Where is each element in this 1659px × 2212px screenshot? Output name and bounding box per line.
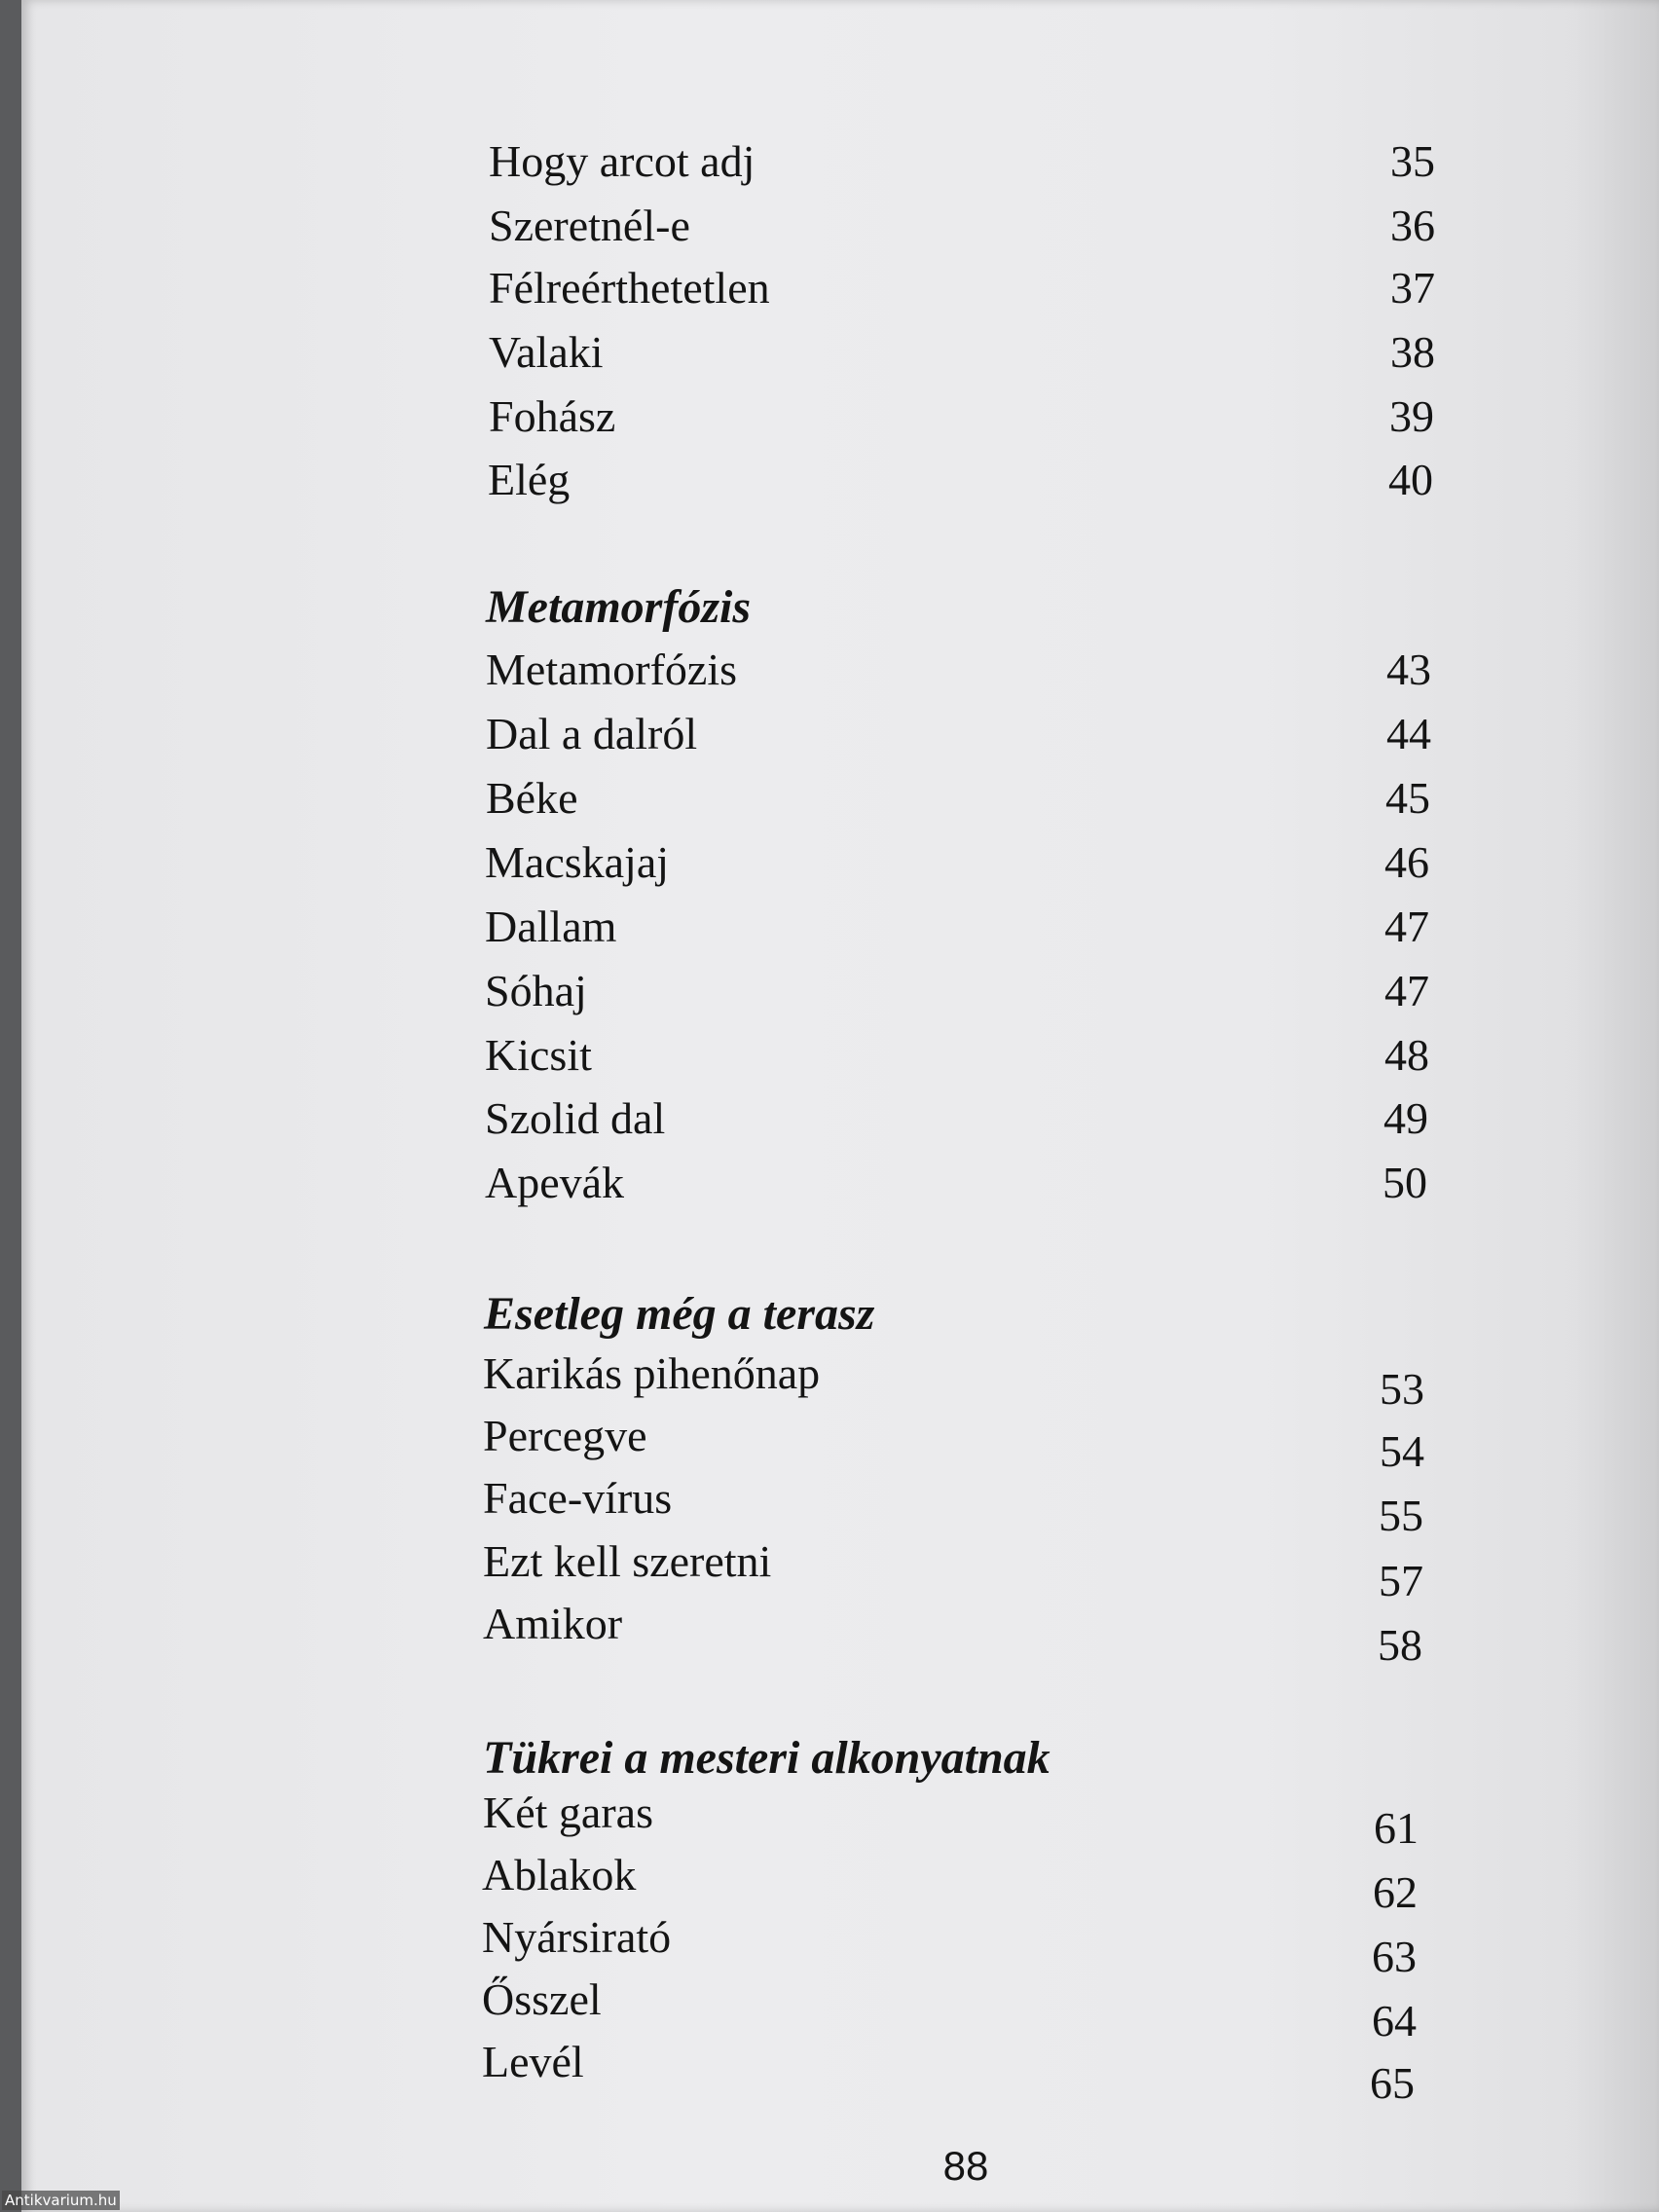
- toc-entry-page: 58: [1378, 1620, 1422, 1670]
- toc-entry: [485, 898, 1429, 956]
- toc-entry-page: 46: [1384, 837, 1429, 887]
- section-heading: Esetleg még a terasz: [484, 1288, 875, 1340]
- toc-entry-title: Dal a dalról: [486, 709, 698, 758]
- toc-entry-title: Két garas: [483, 1788, 653, 1837]
- toc-entry-title: Face-vírus: [483, 1473, 673, 1523]
- toc-entry: [482, 2033, 1415, 2108]
- toc-entry-title: Ősszel: [482, 1974, 602, 2024]
- toc-entry-title: Ablakok: [482, 1850, 637, 1899]
- toc-entry-page: 37: [1390, 263, 1435, 313]
- section-heading: Metamorfózis: [486, 581, 752, 633]
- toc-entry-page: 47: [1384, 902, 1429, 951]
- toc-entry: [485, 1154, 1427, 1212]
- toc-entry-page: 47: [1384, 966, 1429, 1015]
- toc-entry-page: 55: [1379, 1491, 1423, 1540]
- toc-entry: [485, 962, 1429, 1020]
- toc-entry: [485, 1026, 1429, 1085]
- toc-entry-page: 57: [1379, 1556, 1423, 1605]
- toc-entry-page: 38: [1390, 327, 1435, 377]
- section-heading: Tükrei a mesteri alkonyatnak: [483, 1732, 1051, 1784]
- toc-entry-page: 61: [1374, 1803, 1419, 1853]
- toc-entry-page: 45: [1385, 773, 1430, 823]
- toc-entry: [489, 387, 1434, 446]
- toc-entry: [486, 705, 1431, 763]
- toc-entry: [483, 1595, 1422, 1670]
- page-number: 88: [942, 2143, 989, 2189]
- toc-entry-page: 65: [1370, 2058, 1415, 2108]
- toc-entry-title: Elég: [488, 455, 571, 504]
- toc-entry: [486, 641, 1431, 699]
- toc-entry-title: Percegve: [483, 1411, 647, 1460]
- toc-entry: [482, 1846, 1418, 1917]
- toc-entry-page: 63: [1372, 1932, 1417, 1981]
- toc-entry-page: 62: [1373, 1867, 1418, 1917]
- toc-entry-title: Nyársirató: [482, 1912, 672, 1962]
- toc-entry-page: 64: [1372, 1996, 1417, 2046]
- toc-entry: [482, 1908, 1417, 1981]
- toc-entry: [485, 833, 1429, 892]
- toc-entry-title: Szolid dal: [485, 1093, 666, 1143]
- toc-entry: [489, 132, 1435, 191]
- toc-entry: [483, 1407, 1424, 1476]
- toc-entry-title: Levél: [482, 2037, 584, 2086]
- toc-entry-title: Apevák: [485, 1158, 625, 1207]
- toc-entry-page: 43: [1386, 645, 1431, 694]
- toc-entry-title: Sóhaj: [485, 966, 587, 1015]
- toc-entry: [489, 323, 1435, 382]
- book-page: [21, 0, 1659, 2212]
- toc-entry-title: Kicsit: [485, 1030, 592, 1080]
- toc-entry: [483, 1532, 1423, 1605]
- toc-entry-title: Hogy arcot adj: [489, 136, 756, 186]
- table-of-contents: [21, 0, 1659, 2212]
- toc-entry-title: Ezt kell szeretni: [483, 1536, 772, 1586]
- toc-entry-title: Béke: [486, 773, 578, 823]
- toc-entry-page: 39: [1389, 391, 1434, 441]
- toc-entry-title: Fohász: [489, 391, 616, 441]
- toc-entry: [489, 197, 1435, 255]
- toc-entry: [482, 1971, 1417, 2046]
- toc-entry-page: 53: [1380, 1364, 1424, 1414]
- toc-entry-page: 35: [1390, 136, 1435, 186]
- toc-entry-title: Szeretnél-e: [489, 201, 690, 250]
- toc-entry: [483, 1345, 1424, 1414]
- toc-entry-page: 44: [1386, 709, 1431, 758]
- toc-entry-page: 50: [1382, 1158, 1427, 1207]
- toc-entry-title: Valaki: [489, 327, 604, 377]
- toc-entry-page: 49: [1383, 1093, 1428, 1143]
- watermark-label: Antikvarium.hu: [2, 2191, 120, 2210]
- toc-entry: [488, 451, 1433, 509]
- toc-entry-title: Amikor: [483, 1599, 623, 1648]
- toc-entry-title: Félreérthetetlen: [489, 263, 770, 313]
- toc-entry-title: Karikás pihenőnap: [483, 1348, 821, 1398]
- toc-entry: [485, 1089, 1428, 1148]
- toc-entry-title: Dallam: [485, 902, 617, 951]
- toc-entry: [489, 259, 1435, 317]
- toc-entry-title: Macskajaj: [485, 837, 670, 887]
- toc-entry: [483, 1469, 1423, 1540]
- toc-entry-page: 40: [1388, 455, 1433, 504]
- toc-entry-page: 54: [1380, 1426, 1424, 1476]
- toc-entry-page: 36: [1390, 201, 1435, 250]
- toc-entry: [483, 1784, 1419, 1853]
- toc-entry-page: 48: [1384, 1030, 1429, 1080]
- toc-entry-title: Metamorfózis: [486, 645, 738, 694]
- toc-entry: [486, 769, 1430, 828]
